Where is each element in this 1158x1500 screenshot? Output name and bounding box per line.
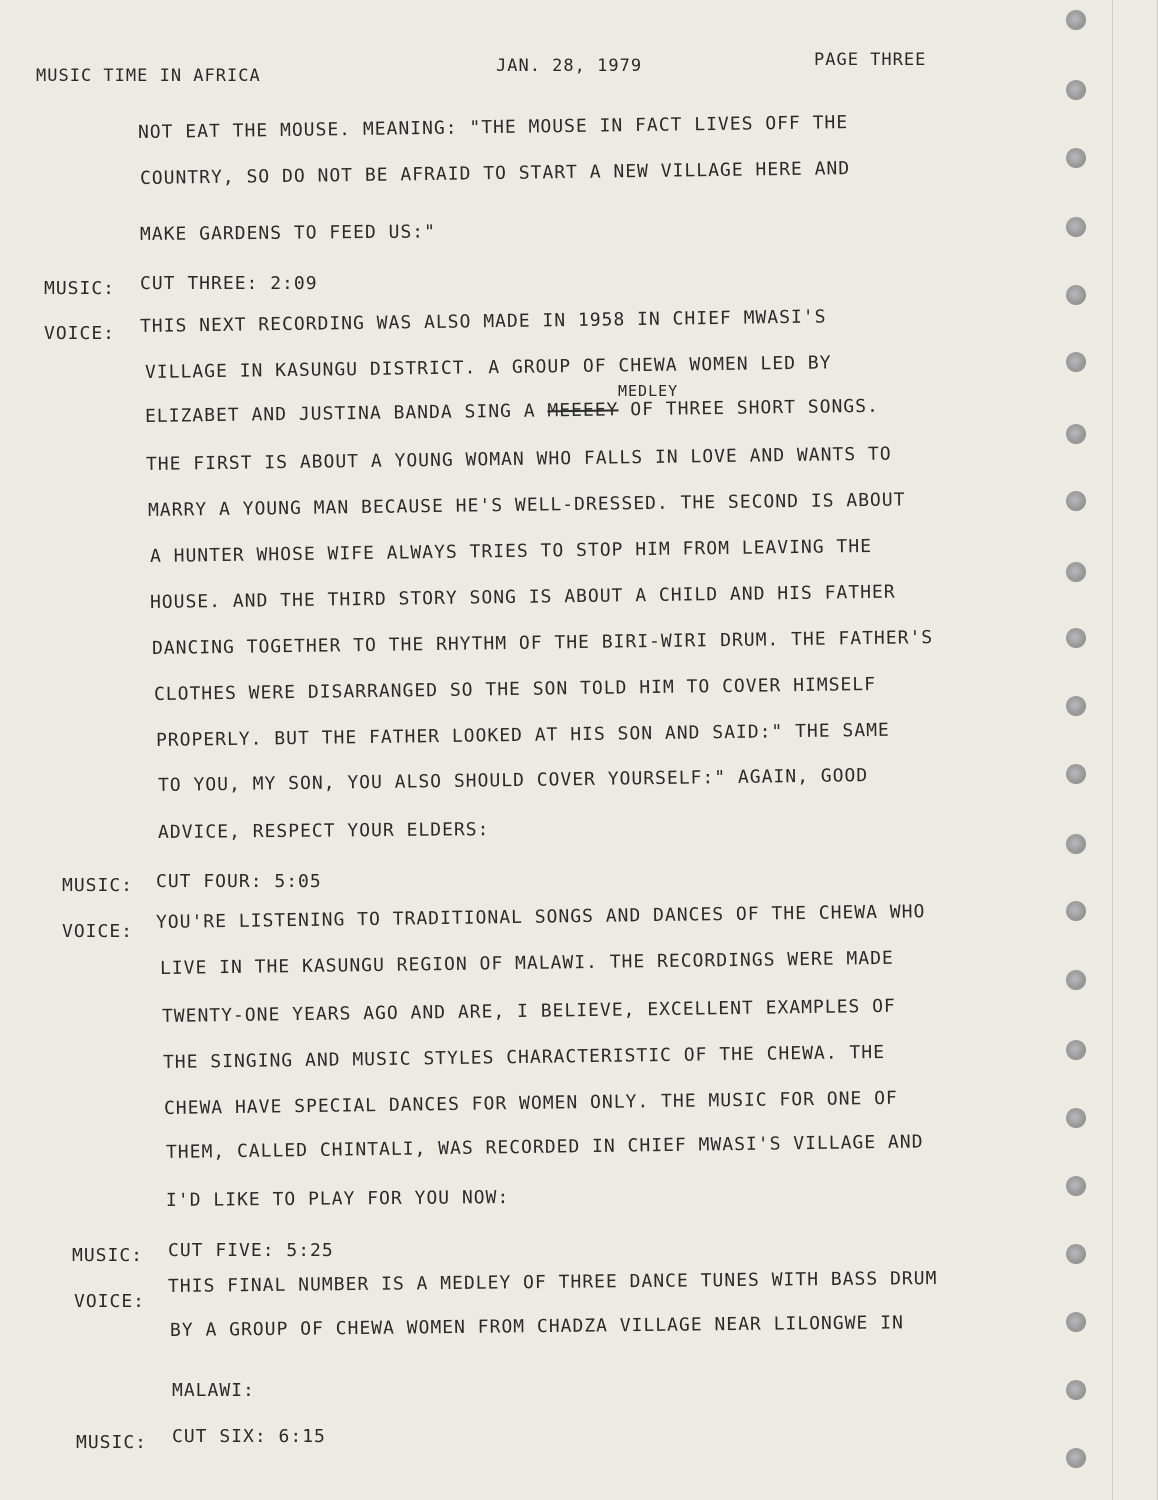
perforation-line	[1112, 0, 1113, 1500]
script-line: CHEWA HAVE SPECIAL DANCES FOR WOMEN ONLY. THE MUSIC FOR ONE OF	[163, 1087, 898, 1119]
tractor-feed-hole	[1066, 424, 1086, 444]
music-cue-text: CUT FIVE: 5:25	[168, 1240, 334, 1261]
script-line: THE SINGING AND MUSIC STYLES CHARACTERISTIC OF THE CHEWA. THE	[162, 1041, 886, 1073]
tractor-feed-hole	[1066, 1380, 1086, 1400]
tractor-feed-hole	[1066, 1448, 1086, 1468]
struck-word: MEEEEY	[547, 399, 619, 422]
script-line: LIVE IN THE KASUNGU REGION OF MALAWI. THE RECORDINGS WERE MADE	[159, 947, 894, 979]
script-line: ADVICE, RESPECT YOUR ELDERS:	[157, 819, 490, 843]
tractor-feed-hole	[1066, 1176, 1086, 1196]
script-line: NOT EAT THE MOUSE. MEANING: "THE MOUSE IN FACT LIVES OFF THE	[137, 112, 849, 143]
script-line: TWENTY-ONE YEARS AGO AND ARE, I BELIEVE, EXCELLENT EXAMPLES OF	[161, 995, 896, 1027]
music-cue-text: CUT FOUR: 5:05	[156, 871, 322, 892]
music-cue-label: MUSIC:	[76, 1432, 148, 1453]
handwritten-insert: MEDLEY	[618, 382, 679, 400]
script-line: YOU'RE LISTENING TO TRADITIONAL SONGS AND DANCES OF THE CHEWA WHO	[155, 901, 926, 933]
tractor-feed-hole	[1066, 285, 1086, 305]
tractor-feed-hole	[1066, 696, 1086, 716]
tractor-feed-hole	[1066, 217, 1086, 237]
page-header	[36, 50, 976, 90]
script-line: THE FIRST IS ABOUT A YOUNG WOMAN WHO FALLS IN LOVE AND WANTS TO	[145, 443, 892, 475]
script-line: BY A GROUP OF CHEWA WOMEN FROM CHADZA VILLAGE NEAR LILONGWE IN	[169, 1312, 904, 1341]
tractor-feed-hole	[1066, 10, 1086, 30]
tractor-feed-hole	[1066, 1312, 1086, 1332]
script-line: MALAWI:	[172, 1380, 255, 1401]
script-line: TO YOU, MY SON, YOU ALSO SHOULD COVER YOURSELF:" AGAIN, GOOD	[157, 765, 869, 796]
script-line: THIS FINAL NUMBER IS A MEDLEY OF THREE DANCE TUNES WITH BASS DRUM	[167, 1267, 938, 1297]
medley-before: ELIZABET AND JUSTINA BANDA SING A	[144, 400, 548, 427]
voice-label: VOICE:	[62, 921, 134, 942]
music-cue-text: CUT SIX: 6:15	[172, 1426, 326, 1447]
broadcast-date: JAN. 28, 1979	[496, 56, 643, 76]
music-cue-text: CUT THREE: 2:09	[140, 273, 318, 294]
script-line: MARRY A YOUNG MAN BECAUSE HE'S WELL-DRESSED. THE SECOND IS ABOUT	[147, 489, 906, 521]
script-line: A HUNTER WHOSE WIFE ALWAYS TRIES TO STOP HIM FROM LEAVING THE	[149, 535, 873, 567]
music-cue-label: MUSIC:	[62, 875, 134, 896]
medley-after: OF THREE SHORT SONGS.	[618, 395, 879, 421]
tractor-feed-hole	[1066, 901, 1086, 921]
voice-label: VOICE:	[44, 323, 116, 344]
tractor-feed-hole	[1066, 834, 1086, 854]
page-number: PAGE THREE	[814, 50, 927, 70]
tractor-feed-hole	[1066, 1244, 1086, 1264]
tractor-feed-hole	[1066, 80, 1086, 100]
tractor-feed-hole	[1066, 1108, 1086, 1128]
program-title: MUSIC TIME IN AFRICA	[36, 66, 261, 86]
script-line: VILLAGE IN KASUNGU DISTRICT. A GROUP OF CHEWA WOMEN LED BY	[144, 352, 832, 383]
script-line: THEM, CALLED CHINTALI, WAS RECORDED IN CHIEF MWASI'S VILLAGE AND	[165, 1131, 924, 1163]
tractor-feed-hole	[1066, 352, 1086, 372]
music-cue-label: MUSIC:	[44, 278, 116, 299]
script-line: I'D LIKE TO PLAY FOR YOU NOW:	[165, 1187, 510, 1211]
script-line: THIS NEXT RECORDING WAS ALSO MADE IN 1958 IN CHIEF MWASI'S	[139, 306, 827, 337]
script-line: HOUSE. AND THE THIRD STORY SONG IS ABOUT A CHILD AND HIS FATHER	[149, 581, 896, 613]
music-cue-label: MUSIC:	[72, 1245, 144, 1266]
script-line: MAKE GARDENS TO FEED US:"	[139, 221, 437, 245]
script-line: PROPERLY. BUT THE FATHER LOOKED AT HIS SON AND SAID:" THE SAME	[155, 719, 890, 751]
script-line: COUNTRY, SO DO NOT BE AFRAID TO START A NEW VILLAGE HERE AND	[139, 158, 851, 189]
script-line: DANCING TOGETHER TO THE RHYTHM OF THE BIRI-WIRI DRUM. THE FATHER'S	[151, 627, 934, 659]
voice-label: VOICE:	[74, 1291, 146, 1312]
tractor-feed-hole	[1066, 148, 1086, 168]
tractor-feed-hole	[1066, 970, 1086, 990]
tractor-feed-hole	[1066, 628, 1086, 648]
tractor-feed-hole	[1066, 1040, 1086, 1060]
tractor-feed-hole	[1066, 562, 1086, 582]
script-line: CLOTHES WERE DISARRANGED SO THE SON TOLD HIM TO COVER HIMSELF	[153, 673, 877, 705]
tractor-feed-hole	[1066, 491, 1086, 511]
tractor-feed-hole	[1066, 764, 1086, 784]
script-line-medley	[145, 396, 879, 427]
